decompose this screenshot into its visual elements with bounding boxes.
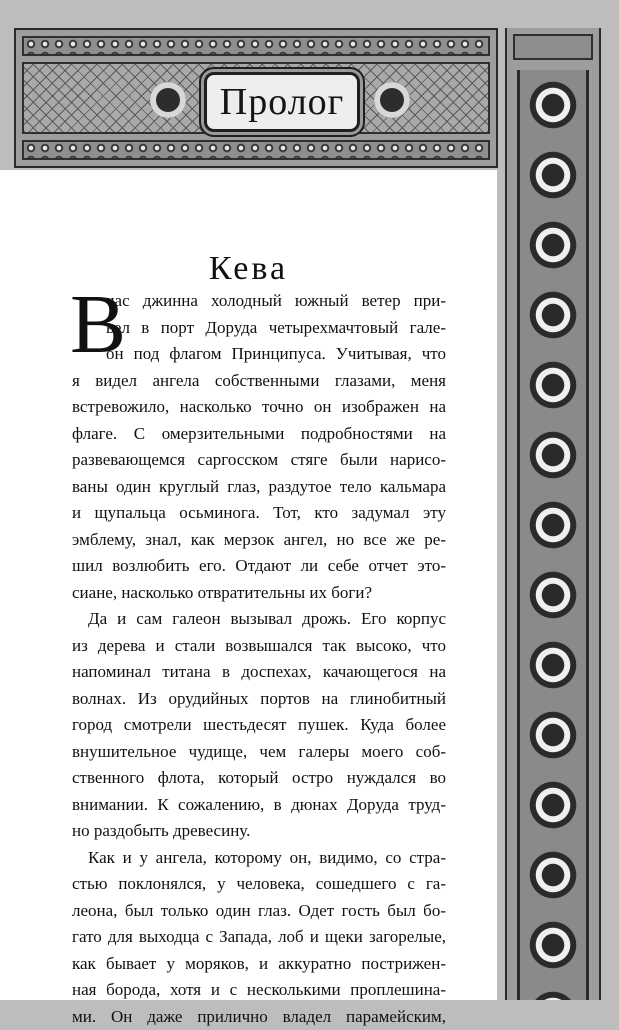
text-line: флаге. С омерзительными подробностями на — [72, 421, 446, 448]
body-text — [72, 288, 446, 1030]
text-line: встревожило, насколько точно он изображен на — [72, 394, 446, 421]
section-title: Пролог — [220, 80, 345, 124]
text-line: час джинна холодный южный ветер при- — [106, 288, 446, 315]
text-line: он под флагом Принципуса. Учитывая, что — [106, 341, 446, 368]
ornament-medallion-icon — [374, 82, 410, 118]
text-line: ваны один круглый глаз, раздутое тело кальмара — [72, 474, 446, 501]
text-line: вел в порт Доруда четырехмачтовый гале- — [106, 315, 446, 342]
text-page — [0, 170, 497, 1000]
side-ornament-top-panel — [513, 34, 593, 60]
header-ornament-strip-bottom — [22, 140, 490, 160]
text-line: ми. Он даже прилично владел парамейским, — [72, 1004, 446, 1030]
text-line: но раздобыть древесину. — [72, 818, 446, 845]
text-line: волнах. Из орудийных портов на глинобитный — [72, 686, 446, 713]
text-line: внимании. К сожалению, в дюнах Доруда труд- — [72, 792, 446, 819]
text-line: я видел ангела собственными глазами, меня — [72, 368, 446, 395]
text-line: развевающемся саргосском стяге были нарисо- — [72, 447, 446, 474]
section-title-plaque — [204, 72, 360, 132]
ornament-medallion-icon — [150, 82, 186, 118]
chapter-title: Кева — [0, 250, 497, 288]
text-line: леона, был только один глаз. Одет гость был бо- — [72, 898, 446, 925]
side-ornament-column — [517, 70, 589, 1000]
text-line: Да и сам галеон вызывал дрожь. Его корпус — [72, 606, 446, 633]
text-line: гато для выходца с Запада, лоб и щеки загорелые, — [72, 924, 446, 951]
text-line: ственного флота, который остро нуждался во — [72, 765, 446, 792]
text-line: из дерева и стали возвышался так высоко, что — [72, 633, 446, 660]
text-line: эмблему, знал, как мерзок ангел, но все же ре- — [72, 527, 446, 554]
text-line: и щупальца осьминога. Тот, кто задумал эту — [72, 500, 446, 527]
header-lattice-panel — [22, 62, 490, 134]
header-ornament-band — [14, 28, 498, 168]
text-line: шил возлюбить его. Отдают ли себе отчет это- — [72, 553, 446, 580]
text-line: внушительное чудище, чем галеры моего соб- — [72, 739, 446, 766]
text-line: город смотрели шестьдесят пушек. Куда более — [72, 712, 446, 739]
text-line: ная борода, хотя и с несколькими проплешина- — [72, 977, 446, 1004]
text-line: напоминал титана в доспехах, качающегося на — [72, 659, 446, 686]
text-line: стью поклонялся, у человека, сошедшего с га- — [72, 871, 446, 898]
text-line: как бывает у моряков, и аккуратно пострижен- — [72, 951, 446, 978]
side-ornament-band — [505, 28, 601, 1000]
header-ornament-strip-top — [22, 36, 490, 56]
text-line: сиане, насколько отвратительны их боги? — [72, 580, 446, 607]
text-line: Как и у ангела, которому он, видимо, со стра- — [72, 845, 446, 872]
drop-cap: В — [70, 283, 126, 367]
